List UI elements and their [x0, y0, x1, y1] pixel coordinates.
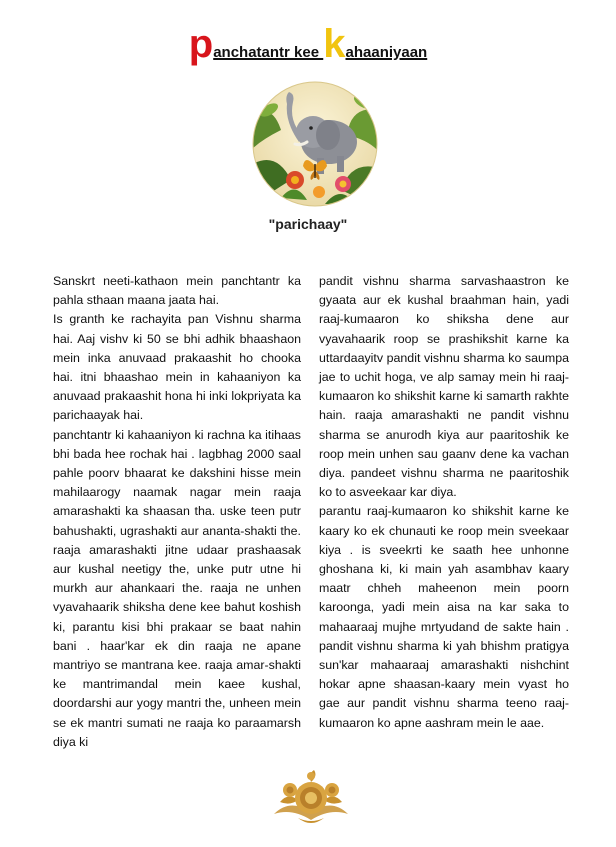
section-subtitle: "parichaay" [268, 216, 348, 232]
left-text-column [53, 272, 301, 752]
title-initial-p: p [188, 22, 214, 66]
title-text-part2: ahaaniyaan [345, 44, 428, 61]
title-text-part1: anchatantr kee [213, 44, 324, 61]
paragraph: panchtantr ki kahaaniyon ki rachna ka itihaas bhi bada hee rochak hai . lagbhag 2000 saal pahle poorv bhaarat ke dakshini hisse mein mahilaarogy naamak nagar mein raaja amarashakti ka shaasan tha. uske teen putr bahushakti, ugrashakti aur ananta-shakti the. raaja amarashakti jitne udaar prashaasak aur kushal neetigy the, unke putr utne hi murkh aur ahankaari the. raaja ne unhen vyavahaarik shiksha dene kee bahut koshish ki, parantu kisi bhi prakaar se baat nahin bani . haar'kar ek din raaja ne apane mantriyo se mantrana kee. raaja amar-shakti ke mantrimandal mein kaee kushal, doordarshi aur yogy mantri the, unheen mein se ek mantri sumati ne raaja ko paraamarsh diya ki [53, 427, 301, 749]
paragraph: parantu raaj-kumaaron ko shikshit karne ke kaary ko ek chunauti ke roop mein sveekaar kiya . is sveekrti ke saath hee unhonne ghoshana ki, ki main yah asambhav kaary maatr chheh maheenon mein poorn karoonga, yadi mein aisa na kar saka to mahaaraaj mujhe mrtyudand de sakte hain . pandit vishnu sharma ki yah bhishm pratigya sun'kar mahaaraaj amarashakti nishchint hokar apne shaasan-kaary mein vyast ho gae aur pandit vishnu sharma teeno raaj-kumaaron ko apne aashram mein le aae. [319, 504, 569, 730]
page-title [0, 24, 616, 64]
elephant-butterfly-emblem-icon [251, 80, 379, 208]
paragraph: Sanskrt neeti-kathaon mein panchtantr ka pahla sthaan maana jaata hai. [53, 274, 301, 308]
paragraph: pandit vishnu sharma sarvashaastron ke gyaata aur ek kushal braahman hain, yadi raaj-kumaaron ko shiksha dene aur vyavahaarik roop se prashikshit karne ka uttardaayitv pandit vishnu sharma ko saumpa jae to uchit hoga, ve alp samay mein hi raaj-kumaaron ko shikshit karne ki samarth rakhte hain. raaja amarashakti ne pandit vishnu sharma se anurodh kiya aur paaritoshik ke roop mein unhen sau gaanv dene ka vachan diya. pandeet vishnu sharma ne paaritoshik ko to asveekaar kar diya. [319, 274, 569, 500]
paragraph: Is granth ke rachayita pan Vishnu sharma hai. Aaj vishv ki 50 se bhi adhik bhaashaon mein inka anuvaad prakaashit ho chooka hai. itni bhaashao mein in kahaaniyon ka anuvaad prakaashit hona hi inki lokpriyata ka parichaayak hai. [53, 312, 301, 423]
right-text-column [319, 272, 569, 733]
golden-rose-ornament-icon [270, 768, 352, 830]
title-initial-k: k [323, 22, 346, 66]
